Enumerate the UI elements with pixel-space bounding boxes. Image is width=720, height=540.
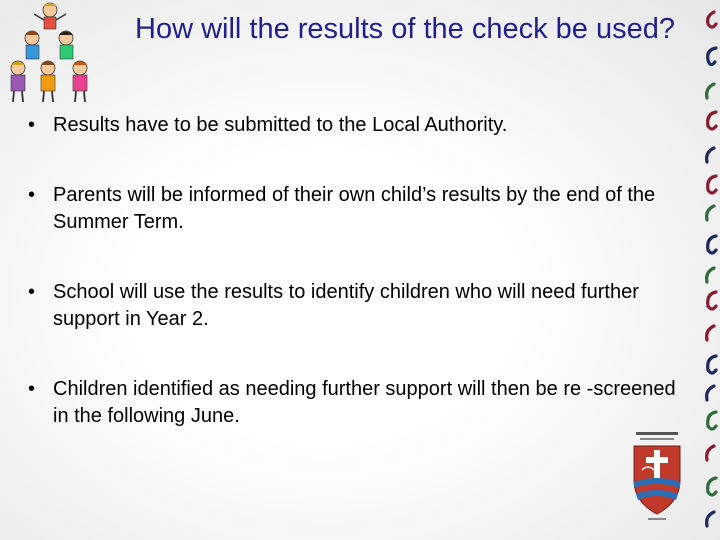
bullet-item: • Results have to be submitted to the Local Authority. — [28, 112, 688, 139]
bullet-list — [28, 112, 688, 473]
curl-border-icon — [696, 0, 720, 540]
bullet-item: • School will use the results to identify children who will need further support in Year 2. — [28, 279, 688, 333]
bullet-item: • Children identified as needing further support will then be re -screened in the following June. — [28, 376, 688, 430]
school-crest-icon — [628, 430, 686, 522]
children-pyramid-icon — [0, 0, 100, 105]
slide-title: How will the results of the check be used? — [135, 13, 675, 45]
bullet-item: • Parents will be informed of their own child’s results by the end of the Summer Term. — [28, 182, 688, 236]
